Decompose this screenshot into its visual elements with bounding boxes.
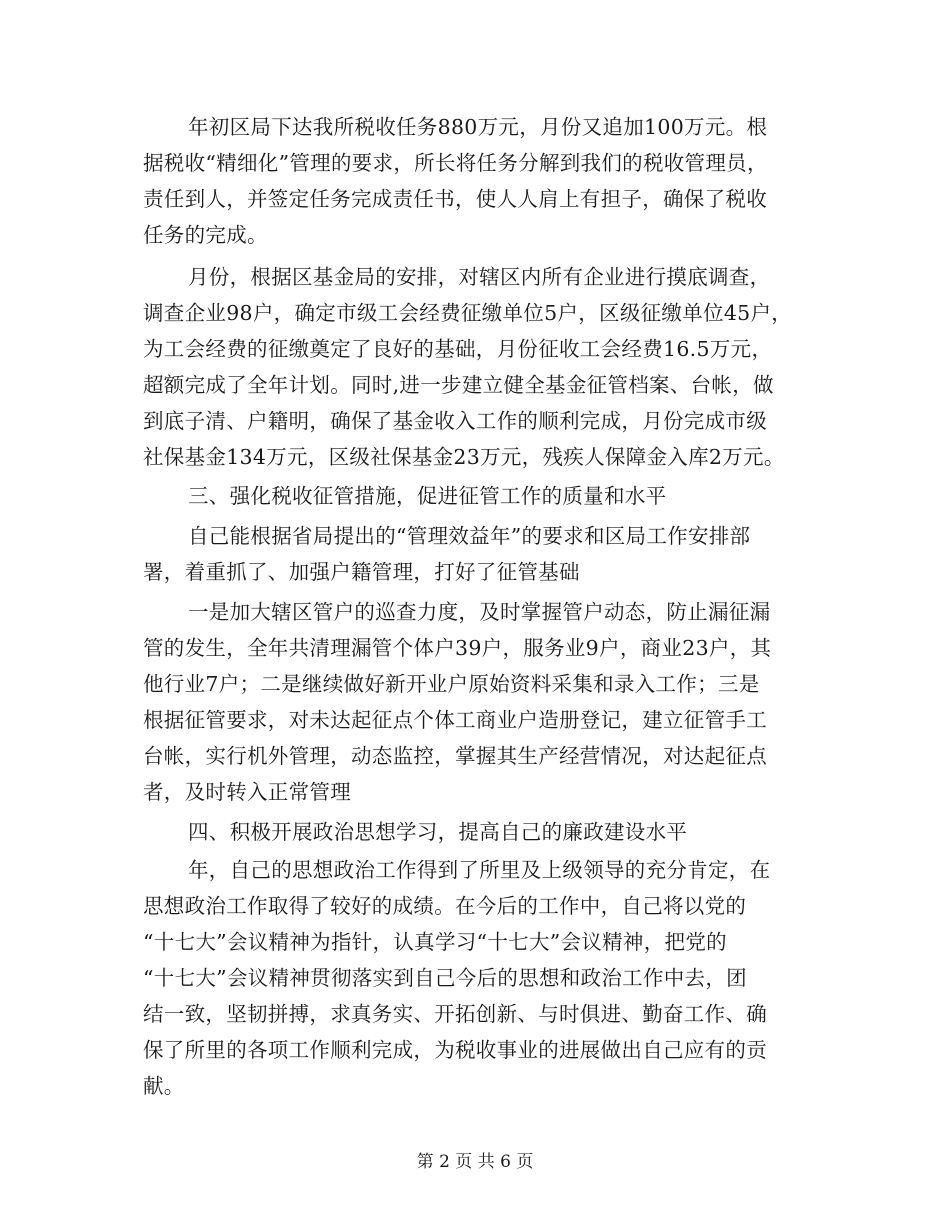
- paragraph-line: 月份，根据区基金局的安排，对辖区内所有企业进行摸底调查，: [188, 265, 771, 289]
- paragraph-line: 管的发生，全年共清理漏管个体户39户，服务业9户，商业23户，其: [143, 636, 772, 660]
- paragraph-line: 年，自己的思想政治工作得到了所里及上级领导的充分肯定，在: [188, 858, 771, 882]
- paragraph-line: 到底子清、户籍明，确保了基金收入工作的顺利完成，月份完成市级: [143, 409, 767, 433]
- section-heading: 三、强化税收征管措施，促进征管工作的质量和水平: [188, 484, 667, 508]
- page-number-footer: 第 2 页 共 6 页: [416, 1152, 534, 1172]
- paragraph-line: “十七大”会议精神贯彻落实到自己今后的思想和政治工作中去，团: [143, 966, 747, 990]
- paragraph-line: 据税收“精细化”管理的要求，所长将任务分解到我们的税收管理员，: [143, 151, 768, 175]
- paragraph-line: 一是加大辖区管户的巡查力度，及时掌握管户动态，防止漏征漏: [188, 600, 771, 624]
- paragraph-line: 台帐，实行机外管理，动态监控，掌握其生产经营情况，对达起征点: [143, 744, 767, 768]
- paragraph-line: 署，着重抓了、加强户籍管理，打好了征管基础: [143, 560, 580, 584]
- paragraph-line: “十七大”会议精神为指针，认真学习“十七大”会议精神，把党的: [143, 930, 727, 954]
- paragraph-line: 责任到人，并签定任务完成责任书，使人人肩上有担子，确保了税收: [143, 187, 767, 211]
- section-heading: 四、积极开展政治思想学习，提高自己的廉政建设水平: [188, 820, 688, 844]
- paragraph-line: 超额完成了全年计划。同时,进一步建立健全基金征管档案、台帐，做: [143, 373, 774, 397]
- paragraph-line: 社保基金134万元，区级社保基金23万元，残疾人保障金入库2万元。: [143, 445, 785, 469]
- paragraph-line: 自己能根据省局提出的“管理效益年”的要求和区局工作安排部: [188, 524, 751, 548]
- paragraph-line: 者，及时转入正常管理: [143, 780, 351, 804]
- paragraph-line: 为工会经费的征缴奠定了良好的基础，月份征收工会经费16.5万元，: [143, 337, 773, 361]
- paragraph-line: 年初区局下达我所税收任务880万元，月份又追加100万元。根: [188, 115, 768, 139]
- paragraph-line: 保了所里的各项工作顺利完成，为税收事业的进展做出自己应有的贡: [143, 1038, 767, 1062]
- paragraph-line: 他行业7户；二是继续做好新开业户原始资料采集和录入工作；三是: [143, 672, 760, 696]
- paragraph-line: 结一致，坚韧拼搏，求真务实、开拓创新、与时俱进、勤奋工作、确: [143, 1002, 767, 1026]
- paragraph-line: 调查企业98户，确定市级工会经费征缴单位5户，区级征缴单位45户，: [143, 301, 793, 325]
- paragraph-line: 根据征管要求，对未达起征点个体工商业户造册登记，建立征管手工: [143, 708, 767, 732]
- paragraph-line: 献。: [143, 1074, 185, 1098]
- paragraph-line: 任务的完成。: [143, 223, 268, 247]
- paragraph-line: 思想政治工作取得了较好的成绩。在今后的工作中，自己将以党的: [143, 894, 747, 918]
